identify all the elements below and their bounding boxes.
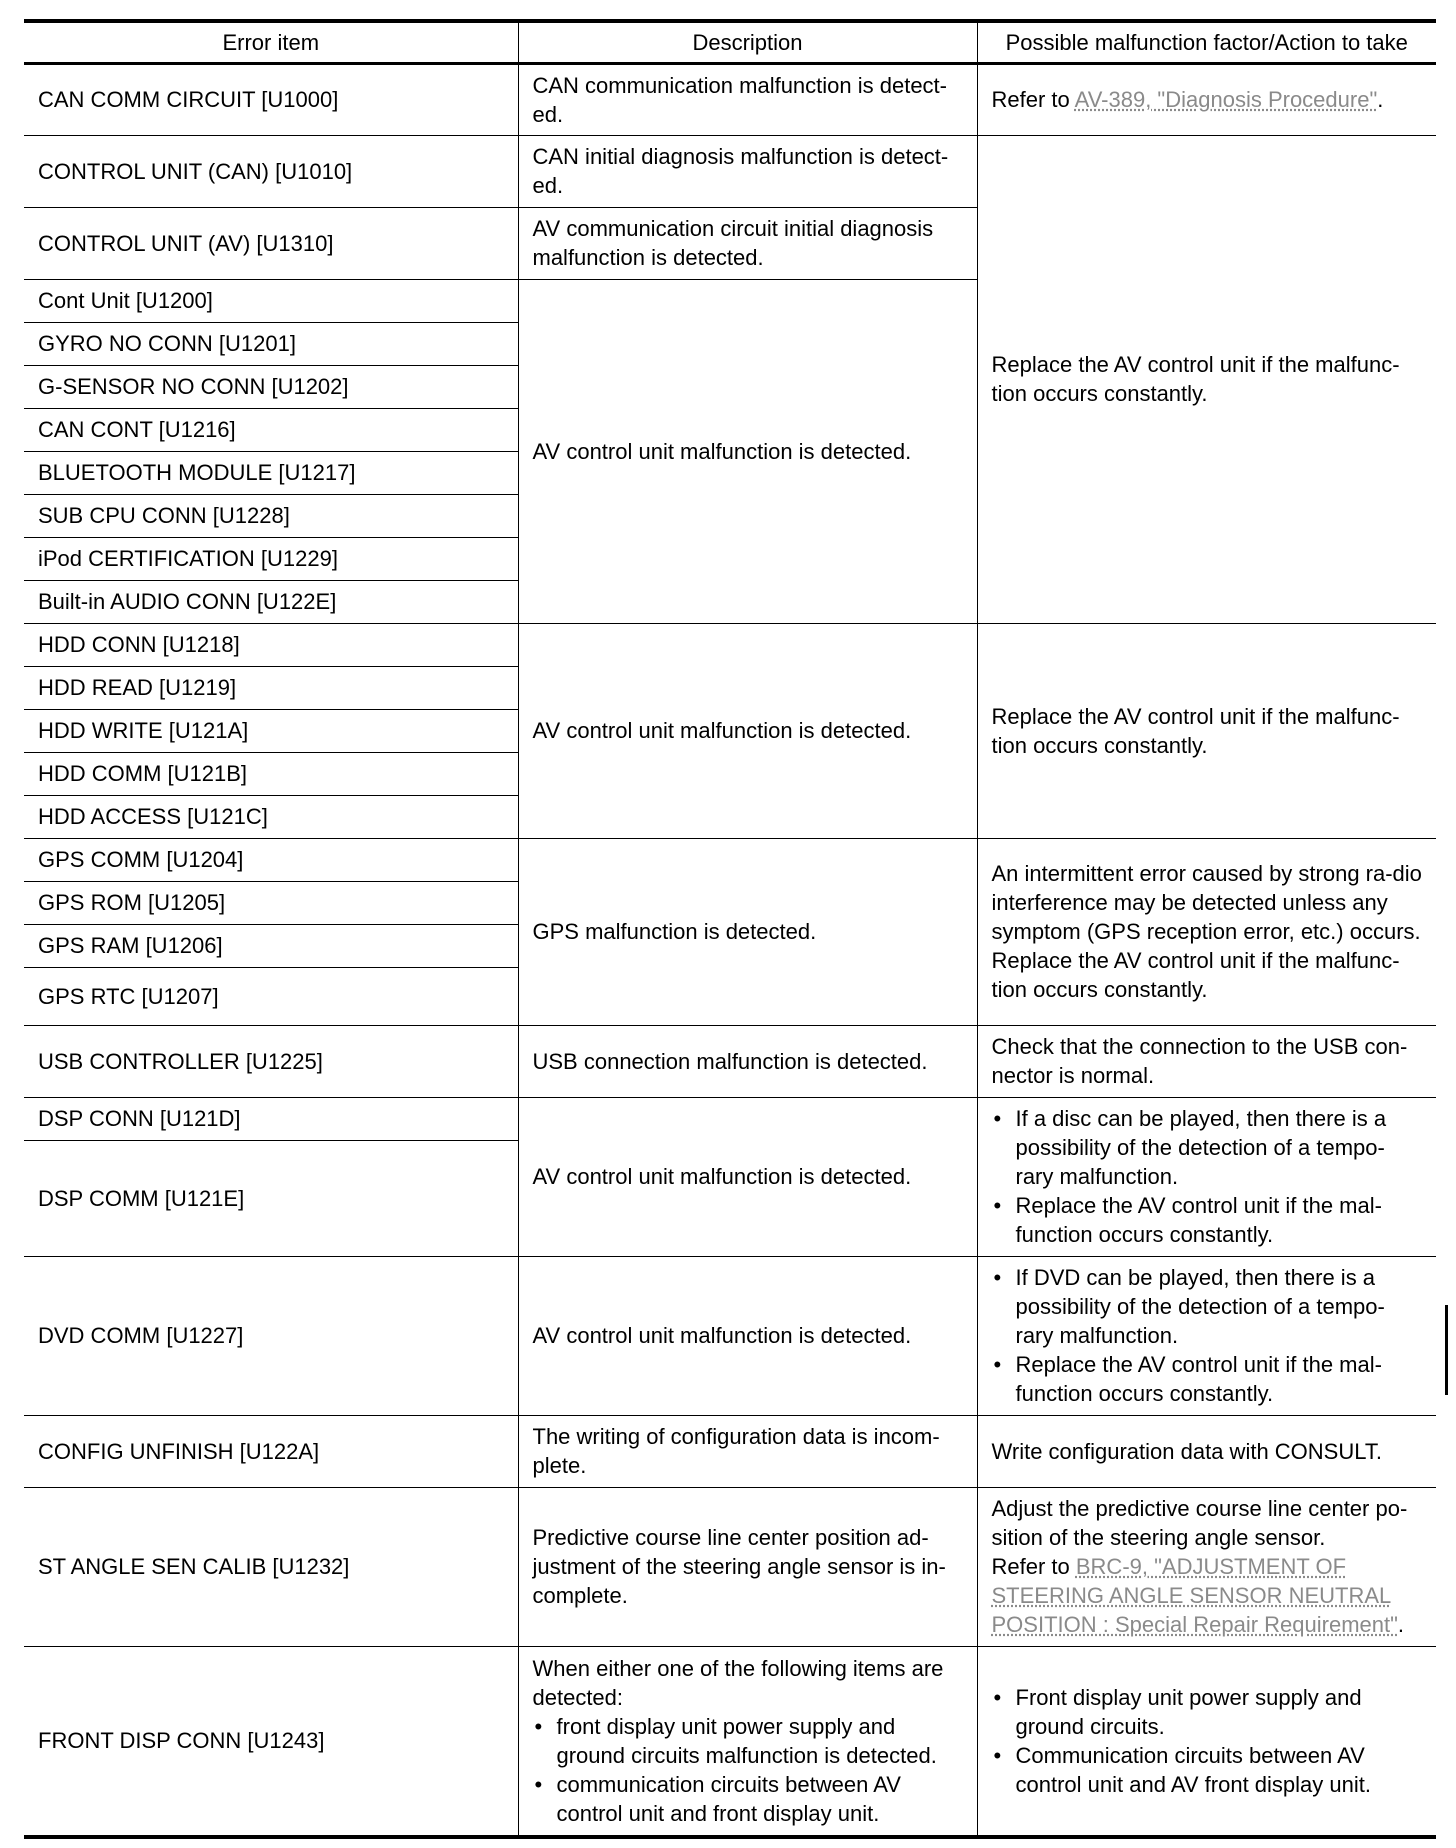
error-item-cell: CAN COMM CIRCUIT [U1000] [24,63,518,135]
error-item-cell: DVD COMM [U1227] [24,1256,518,1415]
dtc-table [24,23,1436,1835]
action-text: . [1377,87,1384,112]
error-item-cell: HDD ACCESS [U121C] [24,795,518,838]
header-description: Description [518,23,977,63]
description-cell: GPS malfunction is detected. [518,838,977,1025]
error-item-cell: CONFIG UNFINISH [U122A] [24,1415,518,1487]
list-item: • If DVD can be played, then there is a possibility of the detection of a tempo-rary malfunction. [992,1263,1423,1350]
header-action: Possible malfunction factor/Action to take [977,23,1436,63]
table-row [24,838,1436,881]
list-item: • front display unit power supply and ground circuits malfunction is detected. [533,1712,963,1770]
error-item-cell: Built-in AUDIO CONN [U122E] [24,580,518,623]
description-cell: AV control unit malfunction is detected. [518,1256,977,1415]
action-text: Replace the AV control unit if the malfunc-tion occurs constantly. [991,948,1400,1002]
action-text: Adjust the predictive course line center po-sition of the steering angle sensor. [991,1496,1408,1550]
list-item: • Replace the AV control unit if the mal-function occurs constantly. [992,1350,1423,1408]
list-item: • Replace the AV control unit if the mal-function occurs constantly. [992,1191,1423,1249]
list-item: • communication circuits between AV control unit and front display unit. [533,1770,963,1828]
error-item-cell: GYRO NO CONN [U1201] [24,322,518,365]
description-cell [518,1646,977,1835]
error-item-cell: GPS RTC [U1207] [24,967,518,1025]
reference-link[interactable]: AV-389, "Diagnosis Procedure" [1074,87,1378,112]
error-item-cell: ST ANGLE SEN CALIB [U1232] [24,1487,518,1646]
list-item: • Front display unit power supply and ground circuits. [992,1683,1423,1741]
table-row [24,1025,1436,1097]
action-cell: Replace the AV control unit if the malfunc-tion occurs constantly. [977,135,1436,623]
list-item: • If a disc can be played, then there is a possibility of the detection of a tempo-rary malfunction. [992,1104,1423,1191]
error-item-cell: Cont Unit [U1200] [24,279,518,322]
action-cell [977,1487,1436,1646]
table-row [24,135,1436,207]
error-item-cell: USB CONTROLLER [U1225] [24,1025,518,1097]
error-item-cell: iPod CERTIFICATION [U1229] [24,537,518,580]
action-text: Refer to [991,1554,1076,1579]
action-text: An intermittent error caused by strong ra-dio interference may be detected unless any symptom (GPS reception error, etc.) occurs. [991,861,1422,944]
table-row [24,1646,1436,1835]
error-item-cell: HDD CONN [U1218] [24,623,518,666]
revision-change-bar [1445,1305,1448,1395]
action-cell [977,1097,1436,1256]
reference-link[interactable]: BRC-9, "ADJUSTMENT OF STEERING ANGLE SENSOR NEUTRAL POSITION : Special Repair Requirement" [991,1554,1398,1637]
dtc-table-container [24,19,1436,1839]
error-item-cell: HDD WRITE [U121A] [24,709,518,752]
header-row [24,23,1436,63]
description-intro: When either one of the following items are detected: [532,1655,944,1710]
error-item-cell: SUB CPU CONN [U1228] [24,494,518,537]
table-row [24,1097,1436,1140]
description-cell: AV control unit malfunction is detected. [518,279,977,623]
description-cell: The writing of configuration data is incom-plete. [518,1415,977,1487]
description-cell: AV control unit malfunction is detected. [518,623,977,838]
error-item-cell: CONTROL UNIT (AV) [U1310] [24,207,518,279]
error-item-cell: GPS ROM [U1205] [24,881,518,924]
error-item-cell: G-SENSOR NO CONN [U1202] [24,365,518,408]
error-item-cell: HDD READ [U1219] [24,666,518,709]
action-cell: Check that the connection to the USB con-nector is normal. [977,1025,1436,1097]
action-cell [977,63,1436,135]
action-text: . [1397,1612,1405,1637]
action-cell: Replace the AV control unit if the malfunc-tion occurs constantly. [977,623,1436,838]
description-cell: Predictive course line center position ad-justment of the steering angle sensor is in-complete. [518,1487,977,1646]
description-bullet-list [533,1712,963,1828]
action-cell [977,1646,1436,1835]
table-row [24,63,1436,135]
action-text: Refer to [991,87,1075,112]
action-bullet-list [992,1104,1423,1249]
error-item-cell: GPS RAM [U1206] [24,924,518,967]
table-row [24,1256,1436,1415]
error-item-cell: GPS COMM [U1204] [24,838,518,881]
action-bullet-list [992,1683,1423,1799]
description-cell: CAN communication malfunction is detect-ed. [518,63,977,135]
description-cell: CAN initial diagnosis malfunction is detect-ed. [518,135,977,207]
description-cell: USB connection malfunction is detected. [518,1025,977,1097]
table-row [24,623,1436,666]
list-item: • Communication circuits between AV control unit and AV front display unit. [992,1741,1423,1799]
header-error-item: Error item [24,23,518,63]
error-item-cell: FRONT DISP CONN [U1243] [24,1646,518,1835]
error-item-cell: DSP COMM [U121E] [24,1140,518,1256]
action-cell [977,838,1436,1025]
error-item-cell: CONTROL UNIT (CAN) [U1010] [24,135,518,207]
action-cell: Write configuration data with CONSULT. [977,1415,1436,1487]
table-row [24,1487,1436,1646]
table-row [24,1415,1436,1487]
error-item-cell: BLUETOOTH MODULE [U1217] [24,451,518,494]
description-cell: AV control unit malfunction is detected. [518,1097,977,1256]
action-cell [977,1256,1436,1415]
error-item-cell: HDD COMM [U121B] [24,752,518,795]
error-item-cell: DSP CONN [U121D] [24,1097,518,1140]
description-cell: AV communication circuit initial diagnosis malfunction is detected. [518,207,977,279]
action-bullet-list [992,1263,1423,1408]
error-item-cell: CAN CONT [U1216] [24,408,518,451]
